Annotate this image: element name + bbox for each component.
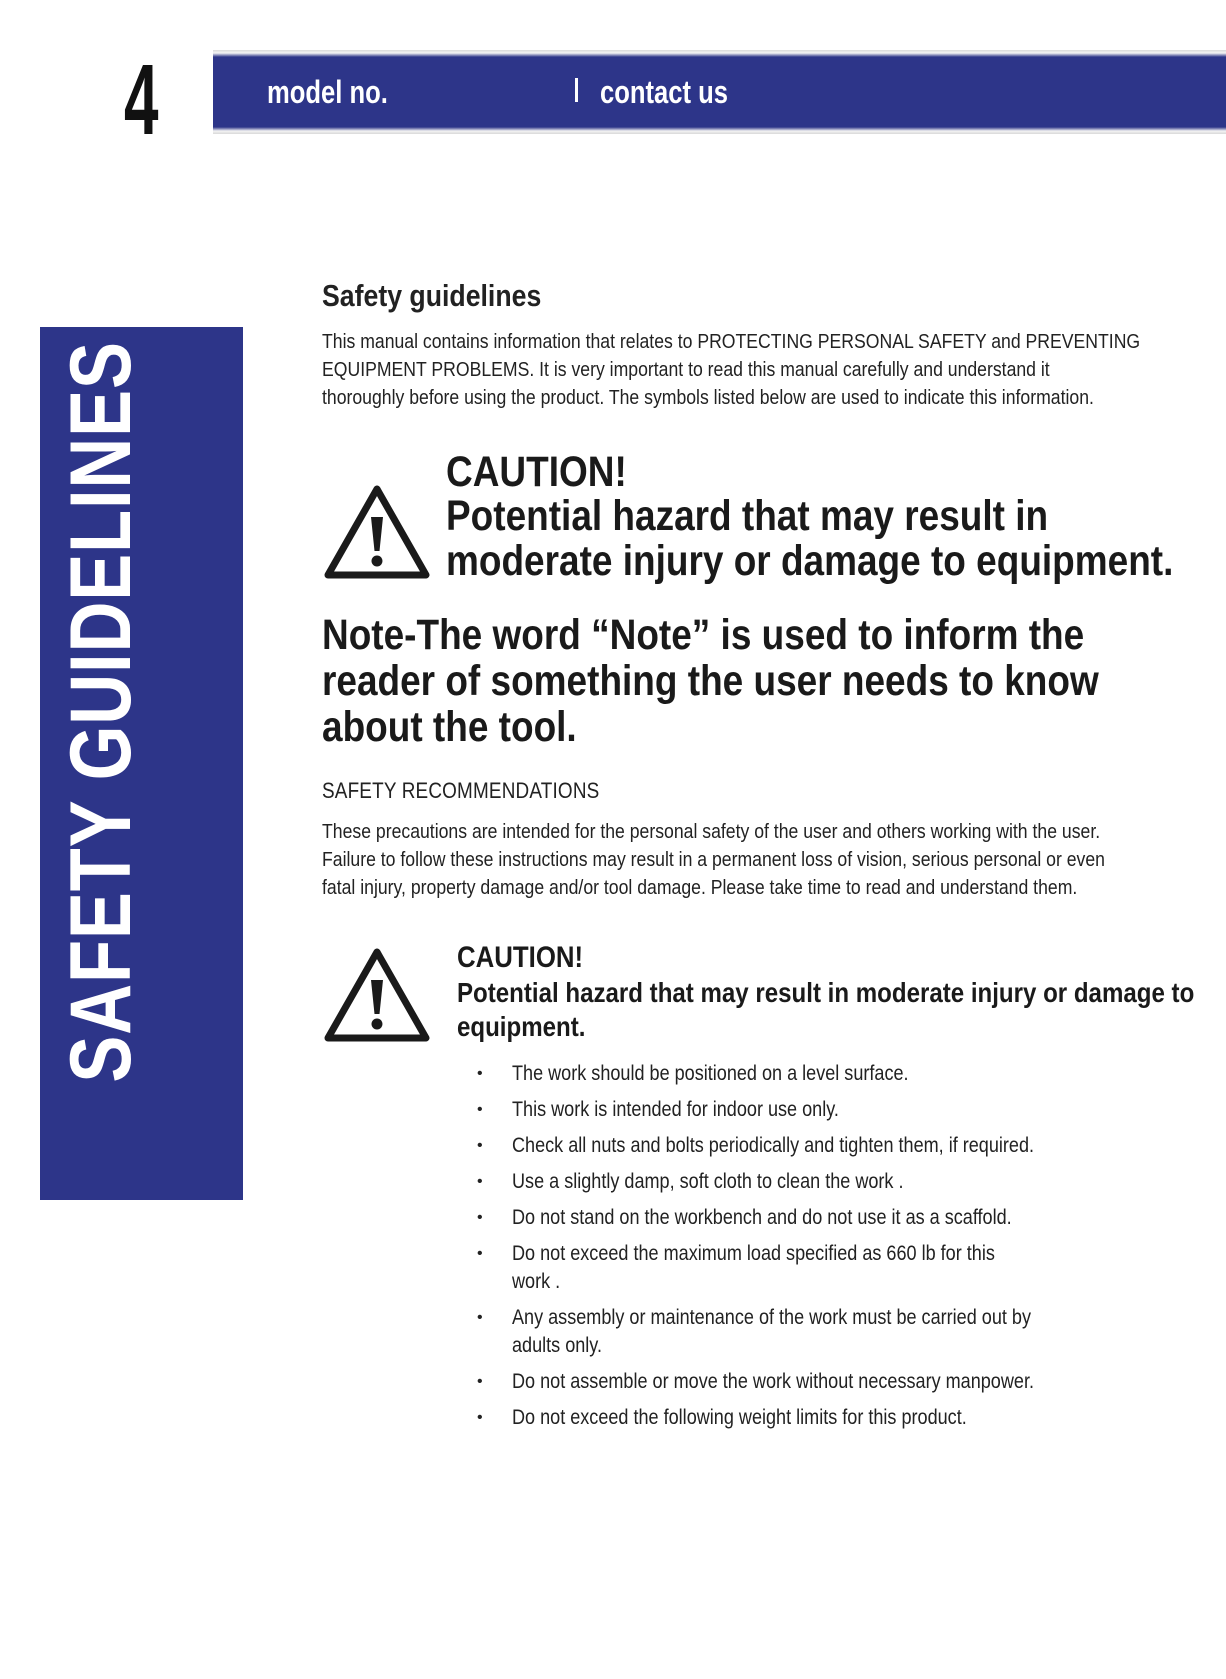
note-label: Note-: [322, 611, 417, 659]
model-number-label: model no.: [267, 74, 388, 110]
bullet-icon: •: [477, 1373, 483, 1390]
contact-us-label: contact us: [600, 74, 729, 110]
intro-line: thoroughly before using the product. The symbols listed below are used to indicate this information.: [322, 386, 1094, 409]
bullet-icon: •: [477, 1245, 483, 1262]
recommendation-line: These precautions are intended for the personal safety of the user and others working with the user.: [322, 820, 1101, 843]
bullet-icon: •: [477, 1409, 483, 1426]
intro-line: EQUIPMENT PROBLEMS. It is very important to read this manual carefully and understand it: [322, 358, 1050, 381]
caution-line: moderate injury or damage to equipment.: [446, 537, 1174, 585]
recommendation-line: fatal injury, property damage and/or tool damage. Please take time to read and understand them.: [322, 876, 1078, 899]
intro-paragraph: [322, 328, 1226, 412]
section-title: Safety guidelines: [322, 278, 542, 313]
caution-text: [457, 940, 1226, 1044]
note-text: The word “Note” is used to inform the: [416, 611, 1085, 659]
warning-triangle-icon: [322, 946, 432, 1044]
bullet-icon: •: [477, 1209, 483, 1226]
note-text: reader of something the user needs to know: [322, 657, 1099, 705]
bullet-icon: •: [477, 1309, 483, 1326]
caution-line: equipment.: [457, 1011, 586, 1042]
caution-title: CAUTION!: [457, 941, 584, 974]
caution-line: Potential hazard that may result in: [446, 492, 1049, 540]
note-text: about the tool.: [322, 703, 577, 751]
header-separator: [575, 78, 578, 102]
recommendation-line: Failure to follow these instructions may result in a permanent loss of vision, serious personal or even: [322, 848, 1105, 871]
bullet-icon: •: [477, 1137, 483, 1154]
warning-triangle-icon: [322, 483, 432, 581]
bullet-icon: •: [477, 1101, 483, 1118]
side-banner-text: SAFETY GUIDELINES: [53, 341, 149, 1083]
caution-line: Potential hazard that may result in moderate injury or damage to: [457, 977, 1195, 1008]
header-bar: [213, 50, 1226, 134]
recommendations-paragraph: [322, 818, 1226, 902]
page-number: 4: [124, 44, 159, 156]
intro-line: This manual contains information that relates to PROTECTING PERSONAL SAFETY and PREVENTING: [322, 330, 1141, 353]
bullet-icon: •: [477, 1065, 483, 1082]
bullet-icon: •: [477, 1173, 483, 1190]
caution-text: [446, 450, 1226, 584]
note-block: [322, 612, 1225, 750]
caution-title: CAUTION!: [446, 448, 627, 496]
recommendations-title: SAFETY RECOMMENDATIONS: [322, 778, 600, 803]
